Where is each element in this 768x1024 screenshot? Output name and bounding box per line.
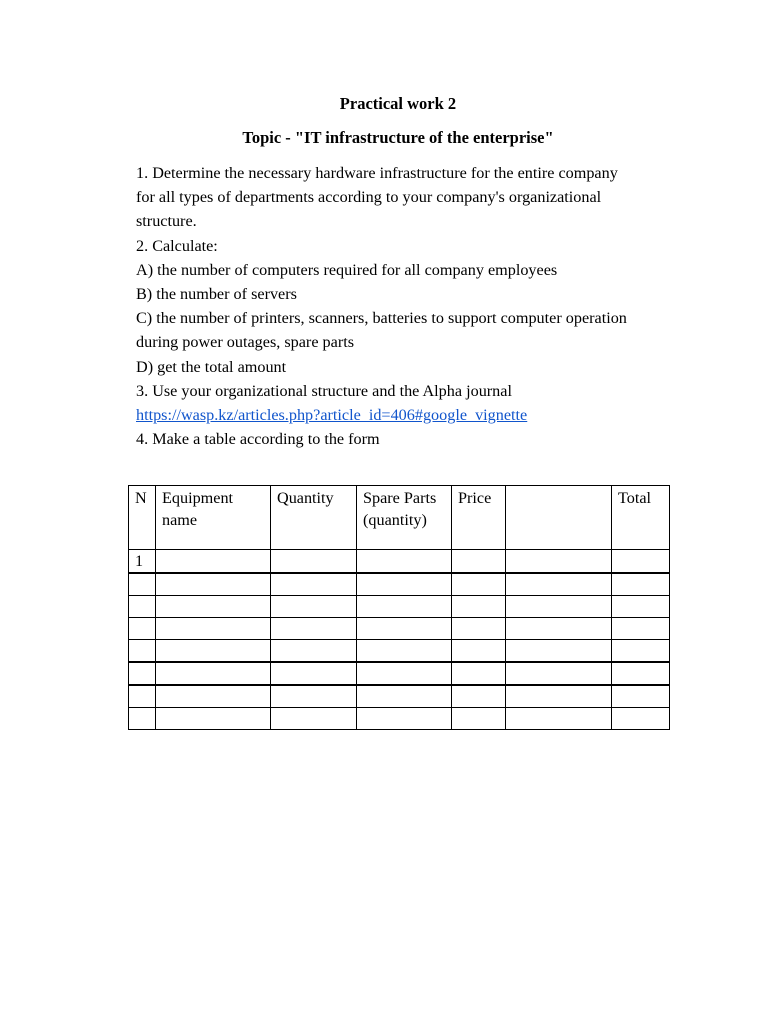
header-cell: Total (612, 486, 670, 550)
instruction-line: during power outages, spare parts (136, 333, 355, 352)
table-cell[interactable] (357, 685, 452, 708)
header-cell: Equipment name (156, 486, 271, 550)
table-cell[interactable] (452, 685, 506, 708)
instruction-line: 3. Use your organizational structure and the Alpha journal (136, 381, 512, 400)
table-row (129, 685, 670, 708)
table-cell[interactable] (271, 708, 357, 730)
table-cell[interactable] (357, 573, 452, 596)
table-cell[interactable] (506, 550, 612, 574)
table-cell[interactable] (271, 550, 357, 574)
table-cell[interactable] (156, 640, 271, 663)
table-cell[interactable] (156, 596, 271, 618)
table-cell[interactable] (506, 573, 612, 596)
table-cell[interactable] (357, 662, 452, 685)
instruction-line: 2. Calculate: (136, 236, 218, 255)
table-row (129, 596, 670, 618)
table-cell[interactable] (129, 618, 156, 640)
table-cell[interactable] (612, 640, 670, 663)
table-row (129, 640, 670, 663)
table-cell[interactable] (506, 640, 612, 663)
instruction-line: C) the number of printers, scanners, batteries to support computer operation (136, 309, 627, 328)
document-topic: Topic - "IT infrastructure of the enterprise" (242, 128, 554, 147)
table-cell[interactable] (612, 685, 670, 708)
table-cell[interactable] (452, 640, 506, 663)
table-cell[interactable] (506, 708, 612, 730)
table-cell[interactable] (129, 573, 156, 596)
table-cell[interactable] (156, 708, 271, 730)
table-cell[interactable] (357, 618, 452, 640)
table-cell[interactable] (612, 573, 670, 596)
table-cell[interactable] (129, 662, 156, 685)
table-cell[interactable] (612, 708, 670, 730)
table-cell[interactable] (156, 662, 271, 685)
table-cell[interactable] (271, 596, 357, 618)
table-cell[interactable] (271, 662, 357, 685)
table-row (129, 618, 670, 640)
table-cell[interactable] (452, 662, 506, 685)
table-cell[interactable] (271, 640, 357, 663)
equipment-form-table (128, 485, 670, 730)
table-cell[interactable] (612, 618, 670, 640)
table-row (129, 550, 670, 574)
table-cell[interactable] (612, 550, 670, 574)
instruction-line: structure. (136, 212, 197, 231)
table-row (129, 662, 670, 685)
table-row (129, 708, 670, 730)
table-cell[interactable] (156, 573, 271, 596)
table-cell[interactable] (357, 550, 452, 574)
table-cell[interactable] (129, 708, 156, 730)
header-cell: Spare Parts (quantity) (357, 486, 452, 550)
table-cell[interactable] (452, 596, 506, 618)
table-cell[interactable] (506, 596, 612, 618)
header-cell: N (129, 486, 156, 550)
instruction-line: 1. Determine the necessary hardware infrastructure for the entire company (136, 164, 618, 182)
header-cell: Quantity (271, 486, 357, 550)
table-cell[interactable]: 1 (129, 550, 156, 574)
table-row (129, 573, 670, 596)
table-cell[interactable] (506, 685, 612, 708)
instruction-line: A) the number of computers required for all company employees (136, 260, 558, 279)
header-cell (506, 486, 612, 550)
table-cell[interactable] (271, 685, 357, 708)
header-cell: Price (452, 486, 506, 550)
table-cell[interactable] (452, 550, 506, 574)
table-cell[interactable] (357, 708, 452, 730)
table-cell[interactable] (156, 618, 271, 640)
table-cell[interactable] (612, 662, 670, 685)
table-cell[interactable] (452, 573, 506, 596)
table-cell[interactable] (271, 573, 357, 596)
table-cell[interactable] (357, 640, 452, 663)
table-cell[interactable] (612, 596, 670, 618)
instruction-line: D) get the total amount (136, 357, 287, 376)
journal-link[interactable]: https://wasp.kz/articles.php?article_id=406#google_vignette (136, 406, 528, 425)
table-cell[interactable] (129, 640, 156, 663)
table-cell[interactable] (452, 618, 506, 640)
table-cell[interactable] (271, 618, 357, 640)
instruction-line: 4. Make a table according to the form (136, 430, 380, 449)
table-cell[interactable] (506, 618, 612, 640)
table-cell[interactable] (357, 596, 452, 618)
table-cell[interactable] (129, 685, 156, 708)
instruction-line: B) the number of servers (136, 285, 297, 304)
table-header-row (129, 486, 670, 550)
table-cell[interactable] (506, 662, 612, 685)
document-title: Practical work 2 (339, 94, 457, 113)
table-cell[interactable] (156, 550, 271, 574)
table-cell[interactable] (129, 596, 156, 618)
table-cell[interactable] (156, 685, 271, 708)
instruction-line: for all types of departments according to your company's organizational (136, 188, 602, 207)
instructions (136, 161, 681, 451)
table-cell[interactable] (452, 708, 506, 730)
